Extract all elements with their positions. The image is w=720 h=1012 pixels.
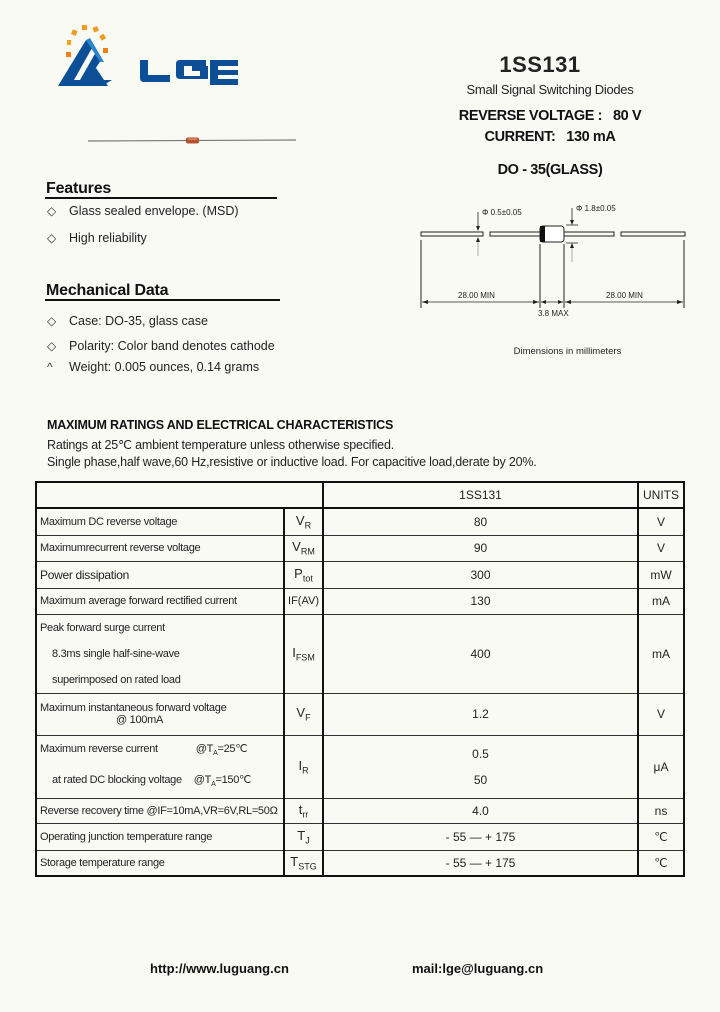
ratings-note-1: Ratings at 25℃ ambient temperature unless otherwise specified. xyxy=(47,438,394,452)
diamond-bullet-icon: ◇ xyxy=(47,231,57,245)
lead-length-left-label: 28.00 MIN xyxy=(458,291,495,300)
current-spec: CURRENT: 130 mA xyxy=(484,129,616,145)
feature-item: ◇ High reliability xyxy=(47,231,147,245)
lead-diameter-label: Φ 0.5±0.05 xyxy=(482,208,522,217)
lead-length-right-label: 28.00 MIN xyxy=(606,291,643,300)
table-row: Maximumrecurrent reverse voltage $V_{RM}$ 90 V xyxy=(36,535,684,561)
diode-photo xyxy=(88,133,298,151)
body-length-label: 3.8 MAX xyxy=(538,309,569,318)
table-row: Maximum instantaneous forward voltage @ 100mA $V_F$ 1.2 V xyxy=(36,693,684,735)
diamond-bullet-icon: ◇ xyxy=(47,339,57,353)
subtitle: Small Signal Switching Diodes xyxy=(466,82,634,97)
features-rule xyxy=(45,197,277,199)
mechanical-rule xyxy=(45,299,280,301)
website-link[interactable]: http://www.luguang.cn xyxy=(150,961,289,976)
ratings-heading: MAXIMUM RATINGS AND ELECTRICAL CHARACTERISTICS xyxy=(47,418,394,432)
feature-item: ◇ Glass sealed envelope. (MSD) xyxy=(47,204,239,218)
mechanical-data-heading: Mechanical Data xyxy=(46,282,169,299)
header-device: 1SS131 xyxy=(323,482,638,508)
mechanical-item: ^ Weight: 0.005 ounces, 0.14 grams xyxy=(47,360,260,374)
ratings-table xyxy=(35,481,685,877)
table-row: Reverse recovery time @IF=10mA,VR=6V,RL=50Ω $t_{rr}$ 4.0 ns xyxy=(36,798,684,823)
mechanical-item: ◇ Polarity: Color band denotes cathode xyxy=(47,339,275,353)
email-link[interactable]: mail:lge@luguang.cn xyxy=(412,961,544,976)
diamond-bullet-icon: ◇ xyxy=(47,204,57,218)
mechanical-item: ◇ Case: DO-35, glass case xyxy=(47,314,208,328)
lge-logo-icon xyxy=(58,22,238,92)
dimensions-caption: Dimensions in millimeters xyxy=(513,346,622,357)
features-heading: Features xyxy=(46,180,112,197)
package-dimension-drawing xyxy=(418,196,693,331)
body-diameter-label: Φ 1.8±0.05 xyxy=(576,204,616,213)
part-number-title: 1SS131 xyxy=(499,52,581,77)
table-row: Storage temperature range $T_{STG}$ - 55 — + 175 ℃ xyxy=(36,850,684,876)
table-row: Maximum average forward rectified current IF(AV) 130 mA xyxy=(36,588,684,614)
table-row: Operating junction temperature range $T_J$ - 55 — + 175 ℃ xyxy=(36,823,684,850)
caret-bullet-icon: ^ xyxy=(47,360,53,374)
reverse-voltage-spec: REVERSE VOLTAGE : 80 V xyxy=(458,108,642,124)
header-blank-cell xyxy=(36,482,323,508)
ratings-note-2: Single phase,half wave,60 Hz,resistive or inductive load. For capacitive load,derate by 20%. xyxy=(47,455,537,469)
package-type: DO - 35(GLASS) xyxy=(497,162,603,178)
table-row: Maximum reverse current $@T_A=25℃$ at rated DC blocking voltage $@T_A=150℃$ $I_R$ 0.5 50 μA xyxy=(36,735,684,798)
table-row: Maximum DC reverse voltage $V_R$ 80 V xyxy=(36,508,684,535)
table-header-row xyxy=(36,482,684,508)
company-logo xyxy=(58,22,238,97)
header-units: UNITS xyxy=(638,482,684,508)
diamond-bullet-icon: ◇ xyxy=(47,314,57,328)
logo-wordmark xyxy=(140,60,238,85)
table-row: Power dissipation $P_{tot}$ 300 mW xyxy=(36,561,684,588)
table-row: Peak forward surge current 8.3ms single half-sine-wave superimposed on rated load $I_{FSM}$ 400 mA xyxy=(36,614,684,693)
